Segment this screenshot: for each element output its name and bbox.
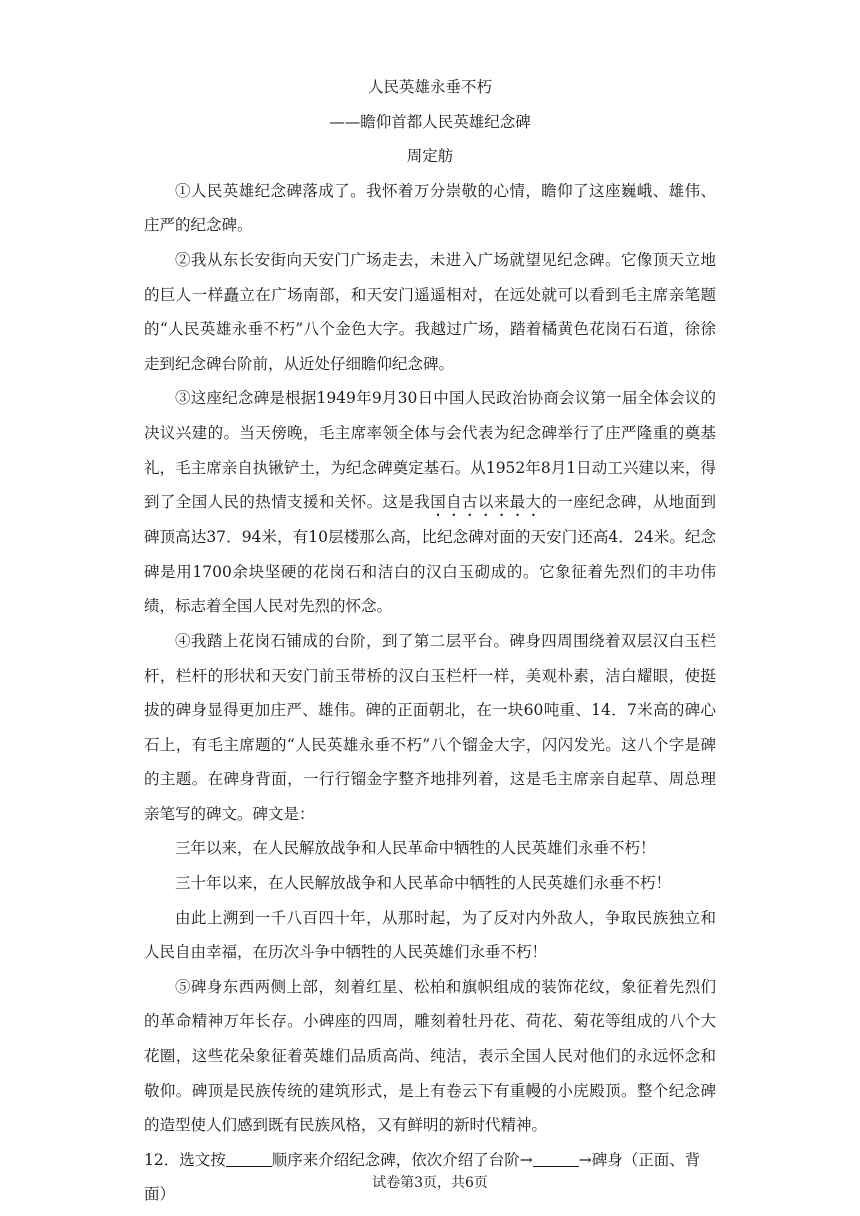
article-author: 周定舫 (406, 147, 454, 166)
answer-blank-2[interactable] (533, 1150, 579, 1167)
inscription-line-3: 由此上溯到一千八百四十年，从那时起，为了反对内外敌人，争取民族独立和人民自由幸福，在历次斗争中牺牲的人民英雄们永垂不朽！ (144, 908, 716, 962)
paragraph-4: ④我踏上花岗石铺成的台阶，到了第二层平台。碑身四周围绕着双层汉白玉栏杆，栏杆的形状和天安门前玉带桥的汉白玉栏杆一样，美观朴素，洁白耀眼，使挺拔的碑身显得更加庄严、雄伟。碑的正面朝北，在一块60吨重、14．7米高的碑心石上，有毛主席题的“人民英雄永垂不朽”八个镏金大字，闪闪发光。这八个字是碑的主题。在碑身背面，一行行镏金字整齐地排列着，这是毛主席亲自起草、周总理亲笔写的碑文。碑文是： (144, 631, 716, 823)
paragraph-3-text-b: 的一座纪念碑，从地面到碑顶高达37．94米，有10层楼那么高，比纪念碑对面的天安门还高4．24米。纪念碑是用1700余块坚硬的花岗石和洁白的汉白玉砌成的。它象征着先烈们的丰功伟绩，标志着全国人民对先烈的怀念。 (144, 493, 716, 616)
paragraph-5: ⑤碑身东西两侧上部，刻着红星、松柏和旗帜组成的装饰花纹，象征着先烈们的革命精神万年长存。小碑座的四周，雕刻着牡丹花、荷花、菊花等组成的八个大花圈，这些花朵象征着英雄们品质高尚、纯洁，表示全国人民对他们的永远怀念和敬仰。碑顶是民族传统的建筑形式，是上有卷云下有重幔的小庑殿顶。整个纪念碑的造型使人们感到既有民族风格，又有鲜明的新时代精神。 (144, 977, 716, 1135)
paragraph-3 (144, 381, 716, 624)
paragraph-2: ②我从东长安街向天安门广场走去，未进入广场就望见纪念碑。它像顶天立地的巨人一样矗立在广场南部，和天安门遥遥相对，在远处就可以看到毛主席亲笔题的“人民英雄永垂不朽”八个金色大字。我越过广场，踏着橘黄色花岗石石道，徐徐走到纪念碑台阶前，从近处仔细瞻仰纪念碑。 (144, 250, 716, 373)
article-content (144, 70, 716, 1212)
article-title: 人民英雄永垂不朽 (367, 78, 492, 96)
article-subtitle: ——瞻仰首都人民英雄纪念碑 (329, 112, 531, 131)
question-number: 12． (144, 1150, 180, 1169)
emphasized-phrase: 国自古以来最大 (430, 493, 542, 512)
inscription-line-1: 三年以来，在人民解放战争和人民革命中牺牲的人民英雄们永垂不朽！ (175, 839, 656, 858)
question-text-3: →碑身（正面、背面） (144, 1150, 701, 1204)
answer-blank-1[interactable] (226, 1150, 272, 1167)
paragraph-3-text-a: ③这座纪念碑是根据1949年9月30日中国人民政治协商会议第一届全体会议的决议兴建的。当天傍晚，毛主席率领全体与会代表为纪念碑举行了庄严隆重的奠基礼，毛主席亲自执锹铲土，为纪念碑奠定基石。从1952年8月1日动工兴建以来，得到了全国人民的热情支援和关怀。这是我 (144, 389, 716, 512)
question-text-2: 顺序来介绍纪念碑，依次介绍了台阶→ (271, 1150, 533, 1169)
paragraph-1: ①人民英雄纪念碑落成了。我怀着万分崇敬的心情，瞻仰了这座巍峨、雄伟、庄严的纪念碑。 (144, 181, 716, 235)
page-footer: 试卷第3页，共6页 (372, 1175, 488, 1191)
inscription-line-2: 三十年以来，在人民解放战争和人民革命中牺牲的人民英雄们永垂不朽！ (175, 874, 672, 893)
question-text-1: 选文按 (179, 1150, 226, 1169)
